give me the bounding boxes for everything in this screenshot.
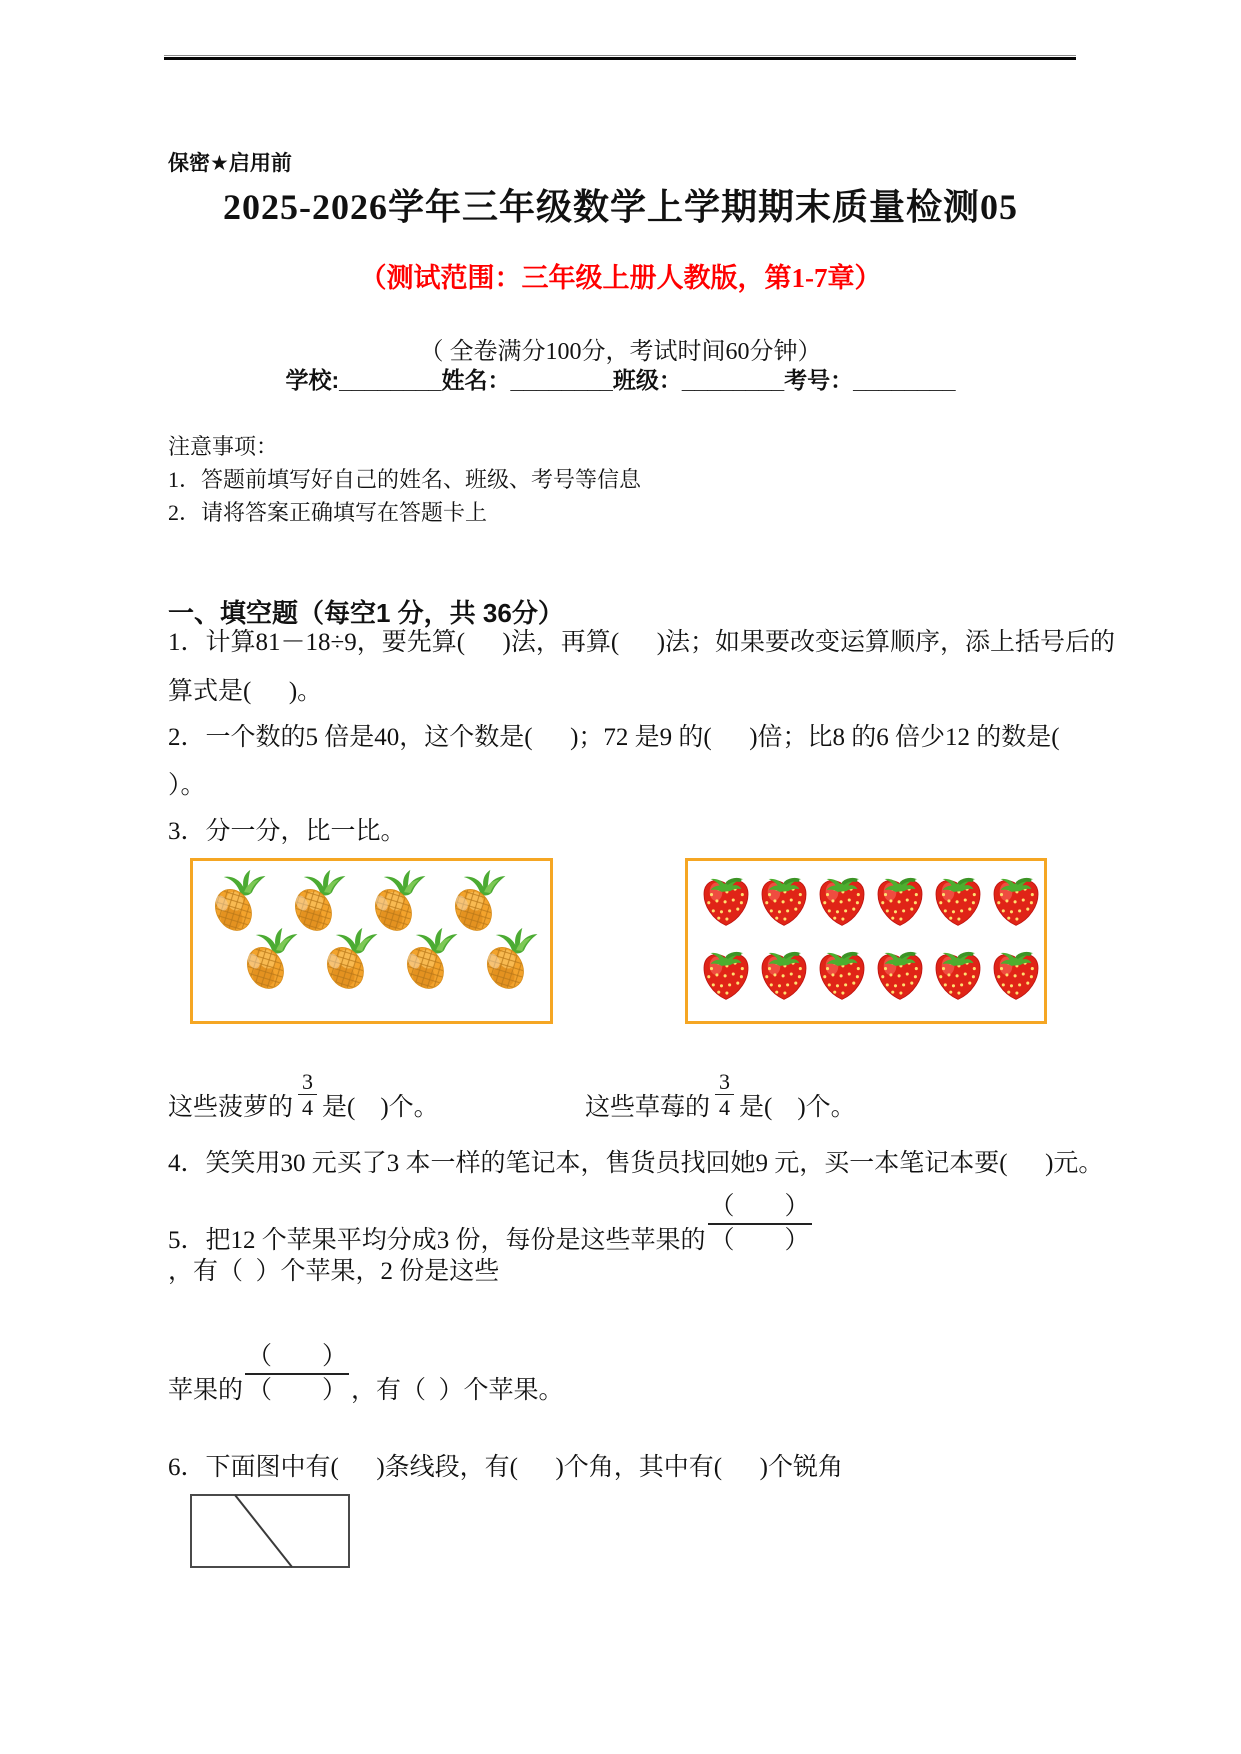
strawberry-icon [756,871,812,929]
question-3-text: 3．分一分，比一比。 [168,818,406,845]
pineapple-caption-pre: 这些菠萝的 [168,1094,294,1122]
fraction-denominator-blank: （ ） [247,1377,348,1404]
class-blank: ________ [681,367,785,393]
name-label: 姓名： [441,367,511,393]
blank-fraction [708,1192,812,1256]
figure-rectangle [191,1495,349,1567]
school-label: 学校: [285,367,340,393]
strawberry-icon [698,945,754,1003]
exam-number-blank: ________ [853,367,956,393]
school-blank: ________ [339,367,442,393]
notice-item-1: 1．答题前填写好自己的姓名、班级、考号等信息 [168,467,642,492]
fraction-denominator-blank: （ ） [709,1227,810,1254]
notice-item-2: 2．请将答案正确填写在答题卡上 [168,500,488,525]
pineapple-icon [397,927,461,991]
fraction-numerator: 3 [715,1070,734,1095]
question-1-line-1: 1．计算81－18÷9，要先算( )法，再算( )法；如果要改变运算顺序，添上括号后的 [168,629,1116,656]
fraction-numerator-blank: （ ） [708,1192,812,1225]
section-1-title: 一、填空题（每空1 分，共 36分） [168,598,564,628]
strawberry-icon [930,945,986,1003]
pineapple-icon [365,869,429,933]
strawberry-icon [814,945,870,1003]
fraction-three-quarters [298,1070,317,1119]
notice-block [168,430,641,529]
strawberry-icon [988,871,1044,929]
question-5-pre2: 苹果的 [168,1377,244,1404]
question-6-text: 6．下面图中有( )条线段，有( )个角，其中有( )个锐角 [168,1454,843,1481]
fraction-denominator: 4 [302,1095,314,1121]
fraction-denominator: 4 [719,1095,731,1121]
strawberry-caption-post: 是( )个。 [739,1094,856,1122]
pineapple-box [190,858,553,1024]
question-4-text: 4．笑笑用30 元买了3 本一样的笔记本，售货员找回她9 元，买一本笔记本要( )元。 [168,1150,1104,1177]
fraction-numerator: 3 [298,1070,317,1095]
blank-fraction [245,1342,349,1406]
fraction-numerator-blank: （ ） [245,1342,349,1375]
exam-meta-line: （ 全卷满分100分，考试时间60分钟） [419,339,822,365]
strawberry-box [685,858,1047,1024]
pineapple-icon [477,927,541,991]
strawberry-caption [585,1070,856,1123]
question-1-line-2: 算式是( )。 [168,678,323,705]
pineapple-icon [205,869,269,933]
strawberry-icon [756,945,812,1003]
strawberry-icon [988,945,1044,1003]
strawberry-icon [872,871,928,929]
pineapple-icon [445,869,509,933]
page-title: 2025-2026学年三年级数学上学期期末质量检测05 [223,187,1018,227]
line-segment-figure [190,1494,350,1568]
fraction-three-quarters [715,1070,734,1119]
strawberry-icon [698,871,754,929]
pineapple-caption-post: 是( )个。 [322,1094,439,1122]
notice-title: 注意事项： [168,434,279,459]
strawberry-caption-pre: 这些草莓的 [585,1094,711,1122]
strawberry-icon [930,871,986,929]
exam-number-label: 考号： [784,367,854,393]
student-info-line [0,362,1241,395]
strawberry-icon [872,945,928,1003]
header-rule [164,55,1076,60]
class-label: 班级： [612,367,682,393]
test-scope-note: （测试范围：三年级上册人教版，第1-7章） [359,263,882,293]
pineapple-icon [317,927,381,991]
question-2-line-1: 2．一个数的5 倍是40，这个数是( )；72 是9 的( )倍；比8 的6 倍少12 的数是( [168,724,1060,751]
pineapple-icon [285,869,349,933]
question-5-mid: ，有（ ）个苹果，2 份是这些 [168,1258,500,1286]
name-blank: ________ [510,367,613,393]
question-2-line-2: ）。 [168,772,206,799]
pineapple-icon [237,927,301,991]
question-5-line-1 [168,1192,1098,1288]
question-5-line-2 [168,1342,564,1406]
classified-label: 保密★启用前 [168,152,292,175]
question-5-post2: ，有（ ）个苹果。 [351,1377,564,1404]
question-5-pre: 5．把12 个苹果平均分成3 份，每份是这些苹果的 [168,1227,706,1254]
figure-diagonal-line [235,1495,292,1567]
pineapple-caption [168,1070,439,1123]
strawberry-icon [814,871,870,929]
